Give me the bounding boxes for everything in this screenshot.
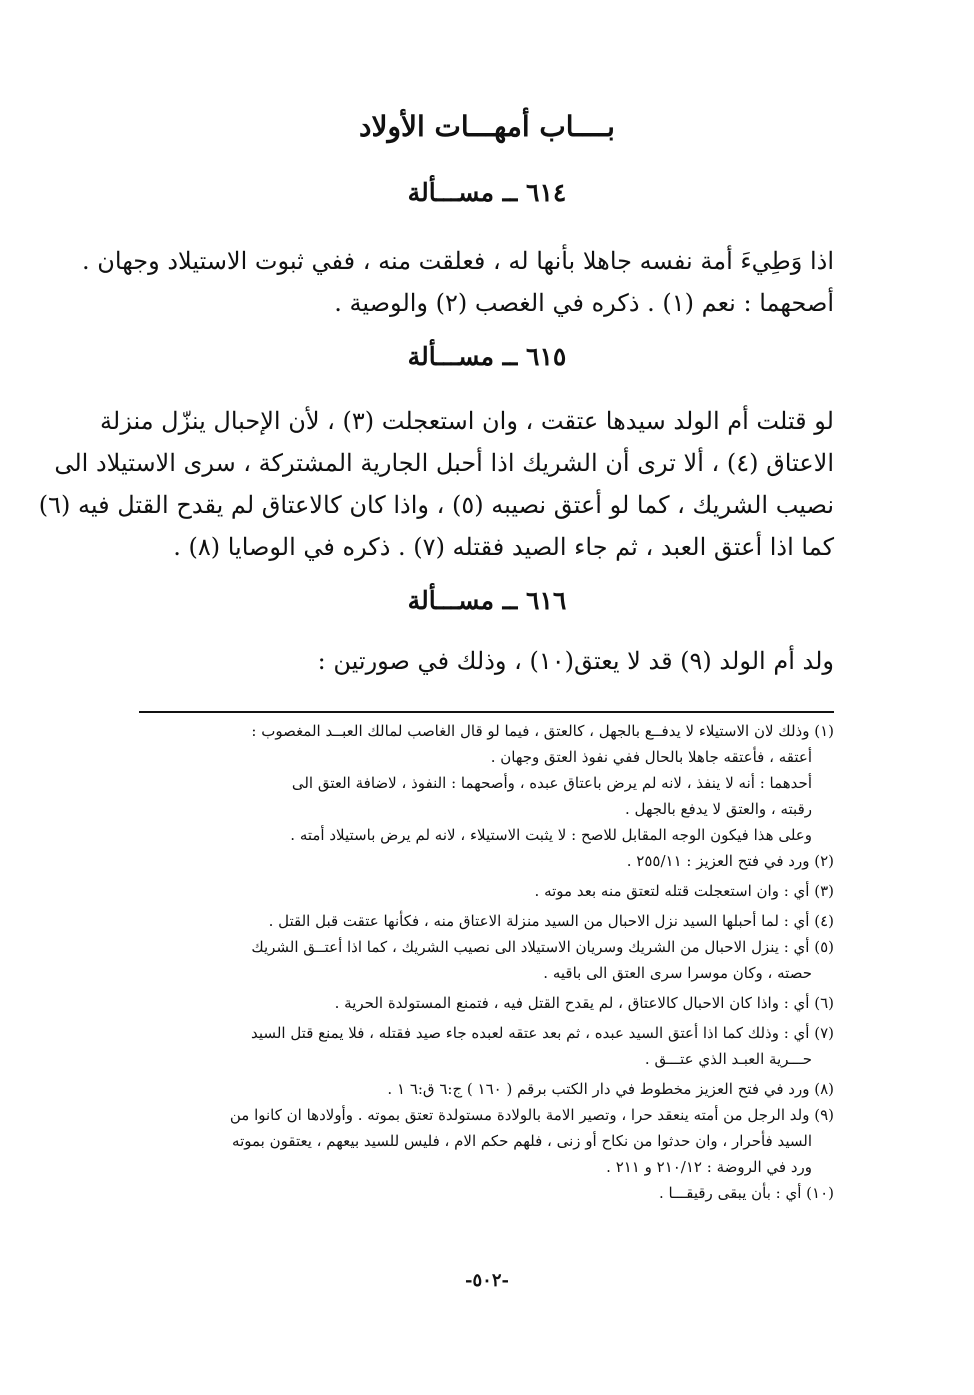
footnote-line: (٦) أي : واذا كان الاحبال كالاعتاق ، لم يقدح القتل فيه ، فتمنع المستولدة الحرية . xyxy=(334,994,834,1012)
footnote-line: (٥) أي : ينزل الاحبال من الشريك وسريان الاستيلاد الى نصيب الشريك ، كما اذا أعتــق الشريك xyxy=(251,938,834,956)
body-line: الاعتاق (٤) ، ألا ترى أن الشريك اذا أحبل الجارية المشتركة ، سرى الاستيلاد الى xyxy=(54,449,834,477)
footnote-line: (٢) ورد في فتح العزيز : ٢٥٥/١١ . xyxy=(626,852,834,870)
footnote-line: ورد في الروضة : ٢١٠/١٢ و ٢١١ . xyxy=(606,1158,812,1176)
footnote-line: أعتقه ، فأعتقه جاهلا بالحال ففي نفوذ العتق وجهان . xyxy=(490,748,812,766)
issue-body-614 xyxy=(82,240,834,324)
issue-heading-615: ٦١٥ ــ مســـألة xyxy=(407,342,567,371)
footnote-line: أحدهما : أنه لا ينفذ ، لانه لم يرض باعتاق عبده ، وأصحهما : النفوذ ، لاضافة العتق الى xyxy=(291,774,812,792)
issue-body-616 xyxy=(104,640,834,682)
footnote-divider xyxy=(139,711,834,713)
footnote-line: (٧) أي : وذلك كما اذا أعتق السيد عبده ، ثم بعد عتقه لعبده جاء صيد فقتله ، فلا يمنع قتل السيد xyxy=(251,1024,834,1042)
footnote-line: (٩) ولد الرجل من أمته ينعقد حرا ، وتصير الامة بالولادة مستولدة تعتق بموته . وأولادها ان كانوا من xyxy=(229,1106,834,1124)
body-line: لو قتلت أم الولد سيدها عتقت ، وان استعجلت (٣) ، لأن الإحبال ينزّل منزلة xyxy=(100,407,834,435)
footnote-line: وعلى هذا فيكون الوجه المقابل للاصح : لا يثبت الاستيلاء ، لانه لم يرض باستيلاد أمته . xyxy=(290,826,812,844)
body-line: ولد أم الولد (٩) قد لا يعتق(١٠) ، وذلك في صورتين : xyxy=(317,647,834,675)
footnotes xyxy=(112,718,834,1206)
issue-body-615 xyxy=(38,400,834,568)
issue-heading-614: ٦١٤ ــ مســـألة xyxy=(407,178,567,207)
page-number: -٥٠٢- xyxy=(465,1270,509,1291)
body-line: اذا وَطِيءَ أمة نفسه جاهلا بأنها له ، فعلقت منه ، ففي ثبوت الاستيلاد وجهان . xyxy=(82,247,834,275)
body-line: كما اذا أعتق العبد ، ثم جاء الصيد فقتله (٧) . ذكره في الوصايا (٨) . xyxy=(173,533,834,561)
chapter-title: بــــاب أمهـــات الأولاد xyxy=(359,110,615,143)
footnote-line: (٨) ورد في فتح العزيز مخطوط في دار الكتب برقم ( ١٦٠ ) ج:٦ ق:٦ ١ . xyxy=(387,1080,834,1098)
footnote-line: (١) وذلك لان الاستيلاء لا يدفــع بالجهل ، كالعتق ، فيما لو قال الغاصب لمالك العبــد المغصوب : xyxy=(251,722,834,740)
footnote-line: حـــرية العبـد الذي عتـــق . xyxy=(644,1050,812,1068)
body-line: نصيب الشريك ، كما لو أعتق نصيبه (٥) ، واذا كان كالاعتاق لم يقدح القتل فيه (٦) xyxy=(38,491,834,519)
footnote-line: رقبته ، والعتق لا يدفع بالجهل . xyxy=(624,800,812,818)
footnote-line: (٤) أي : لما أحبلها السيد نزل الاحبال من السيد منزلة الاعتاق منه ، فكأنها عتقت قبل القتل . xyxy=(268,912,834,930)
footnote-line: السيد فأحرار ، وان حدثوا من نكاح أو زنى ، فلهم حكم الام ، فليس للسيد بيعهم ، يعتقون بموته xyxy=(232,1132,812,1150)
body-line: أصحهما : نعم (١) . ذكره في الغصب (٢) والوصية . xyxy=(334,289,834,317)
issue-heading-616: ٦١٦ ــ مســـألة xyxy=(407,586,567,615)
footnote-line: حصته ، وكان موسرا سرى العتق الى باقيه . xyxy=(543,964,812,982)
footnote-line: (٣) أي : وان استعجلت قتله لتعتق منه بعد موته . xyxy=(534,882,834,900)
footnote-line: (١٠) أي : بأن يبقى رقيقـــا . xyxy=(658,1184,834,1202)
